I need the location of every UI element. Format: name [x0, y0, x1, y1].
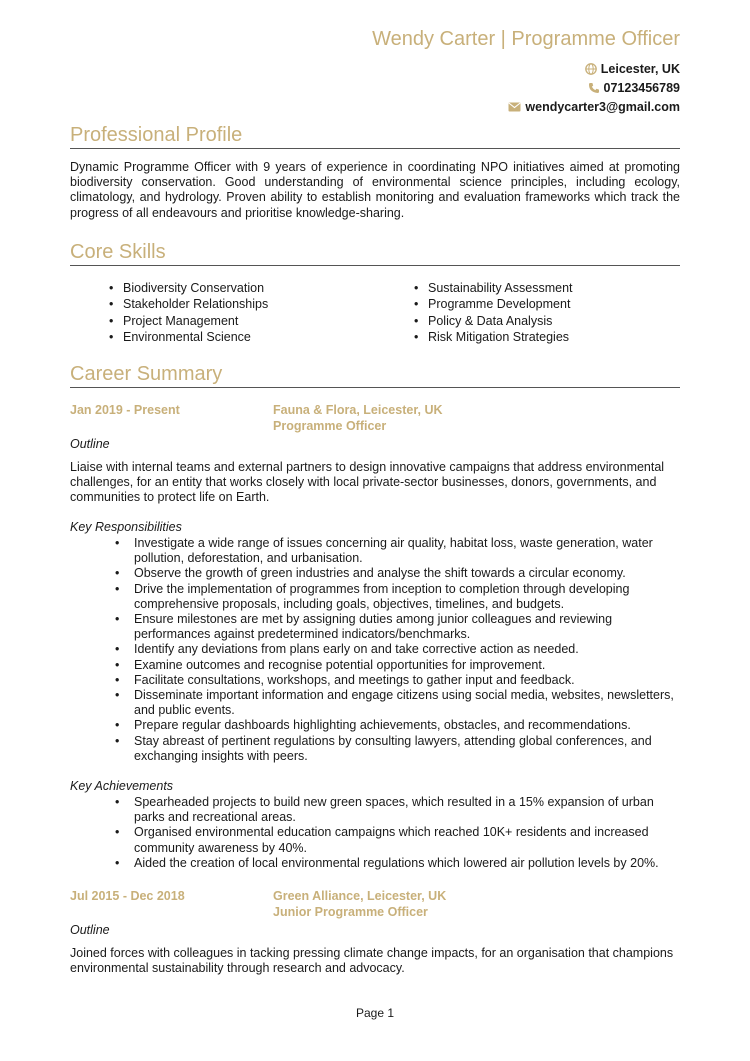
- contact-phone: [588, 81, 680, 95]
- location-text: Leicester, UK: [600, 62, 680, 76]
- list-item: • Aided the creation of local environmental regulations which lowered air pollution levels by 20%.: [70, 856, 682, 871]
- list-item: • Spearheaded projects to build new green spaces, which resulted in a 15% expansion of urban parks and recreational areas.: [70, 795, 682, 825]
- job-employer: Fauna & Flora, Leicester, UK: [273, 403, 443, 417]
- skill-item: • Stakeholder Relationships: [109, 296, 268, 312]
- outline-label: Outline: [70, 437, 110, 451]
- list-item: • Investigate a wide range of issues concerning air quality, habitat loss, waste generation, water pollution, deforestation, and urbanisation.: [70, 536, 682, 566]
- phone-text: 07123456789: [603, 81, 680, 95]
- list-item: • Prepare regular dashboards highlighting achievements, obstacles, and recommendations.: [70, 718, 682, 733]
- contact-email: [508, 100, 680, 114]
- responsibilities-label: Key Responsibilities: [70, 520, 182, 534]
- job-outline: Liaise with internal teams and external partners to design innovative campaigns that address environmental challenges, for an entity that works closely with local private-sector businesses, donors, governments, and communities to protect life on Earth.: [70, 460, 665, 505]
- skill-item: • Policy & Data Analysis: [414, 313, 573, 329]
- job-role: Programme Officer: [273, 418, 387, 433]
- skills-list-left: [109, 280, 268, 346]
- job-dates: Jul 2015 - Dec 2018: [70, 889, 185, 903]
- section-heading-skills: Core Skills: [70, 240, 680, 266]
- list-item: • Disseminate important information and engage citizens using social media, websites, newsletters, and public events.: [70, 688, 682, 718]
- skill-item: • Environmental Science: [109, 329, 268, 345]
- skill-item: • Sustainability Assessment: [414, 280, 573, 296]
- section-heading-profile: Professional Profile: [70, 123, 680, 149]
- profile-paragraph: Dynamic Programme Officer with 9 years of experience in coordinating NPO initiatives aimed at promoting biodiversity conservation. Good understanding of environmental science principles, including ecology, climatology, and hydrology. Proven ability to establish monitoring and evaluation frameworks which track the progress of all endeavours and prioritise knowledge-sharing.: [70, 160, 680, 220]
- skill-item: • Project Management: [109, 313, 268, 329]
- job-employer-block: [273, 403, 443, 434]
- list-item: • Organised environmental education campaigns which reached 10K+ residents and increased community awareness by 40%.: [70, 825, 682, 855]
- list-item: • Examine outcomes and recognise potential opportunities for improvement.: [70, 658, 682, 673]
- envelope-icon: [508, 102, 521, 112]
- job-employer: Green Alliance, Leicester, UK: [273, 889, 447, 903]
- email-link[interactable]: wendycarter3@gmail.com: [525, 100, 680, 114]
- page-number: Page 1: [355, 1006, 395, 1020]
- contact-location: [585, 62, 680, 76]
- list-item: • Drive the implementation of programmes from inception to completion through developing comprehensive proposals, including goals, objectives, timelines, and budgets.: [70, 582, 682, 612]
- job-role: Junior Programme Officer: [273, 904, 428, 919]
- globe-icon: [585, 63, 597, 75]
- skill-item: • Programme Development: [414, 296, 573, 312]
- page-title: Wendy Carter | Programme Officer: [372, 28, 680, 50]
- section-heading-career: Career Summary: [70, 362, 680, 388]
- list-item: • Stay abreast of pertinent regulations by consulting lawyers, attending global conferences, and exchanging insights with peers.: [70, 734, 682, 764]
- skill-item: • Biodiversity Conservation: [109, 280, 268, 296]
- job-dates: Jan 2019 - Present: [70, 403, 180, 417]
- list-item: • Facilitate consultations, workshops, and meetings to gather input and feedback.: [70, 673, 682, 688]
- job-outline: Joined forces with colleagues in tacking pressing climate change impacts, for an organisation that champions environmental sustainability through research and advocacy.: [70, 946, 674, 976]
- phone-icon: [588, 82, 600, 94]
- job-employer-block: [273, 889, 446, 920]
- list-item: • Identify any deviations from plans early on and take corrective action as needed.: [70, 642, 682, 657]
- list-item: • Ensure milestones are met by assigning duties among junior colleagues and reviewing performances against predetermined indicators/benchmarks.: [70, 612, 682, 642]
- skills-list-right: [414, 280, 573, 346]
- list-item: • Observe the growth of green industries and analyse the shift towards a circular economy.: [70, 566, 682, 581]
- skill-item: • Risk Mitigation Strategies: [414, 329, 573, 345]
- responsibilities-list: [70, 536, 682, 764]
- achievements-label: Key Achievements: [70, 779, 174, 793]
- outline-label: Outline: [70, 923, 110, 937]
- achievements-list: [70, 795, 682, 871]
